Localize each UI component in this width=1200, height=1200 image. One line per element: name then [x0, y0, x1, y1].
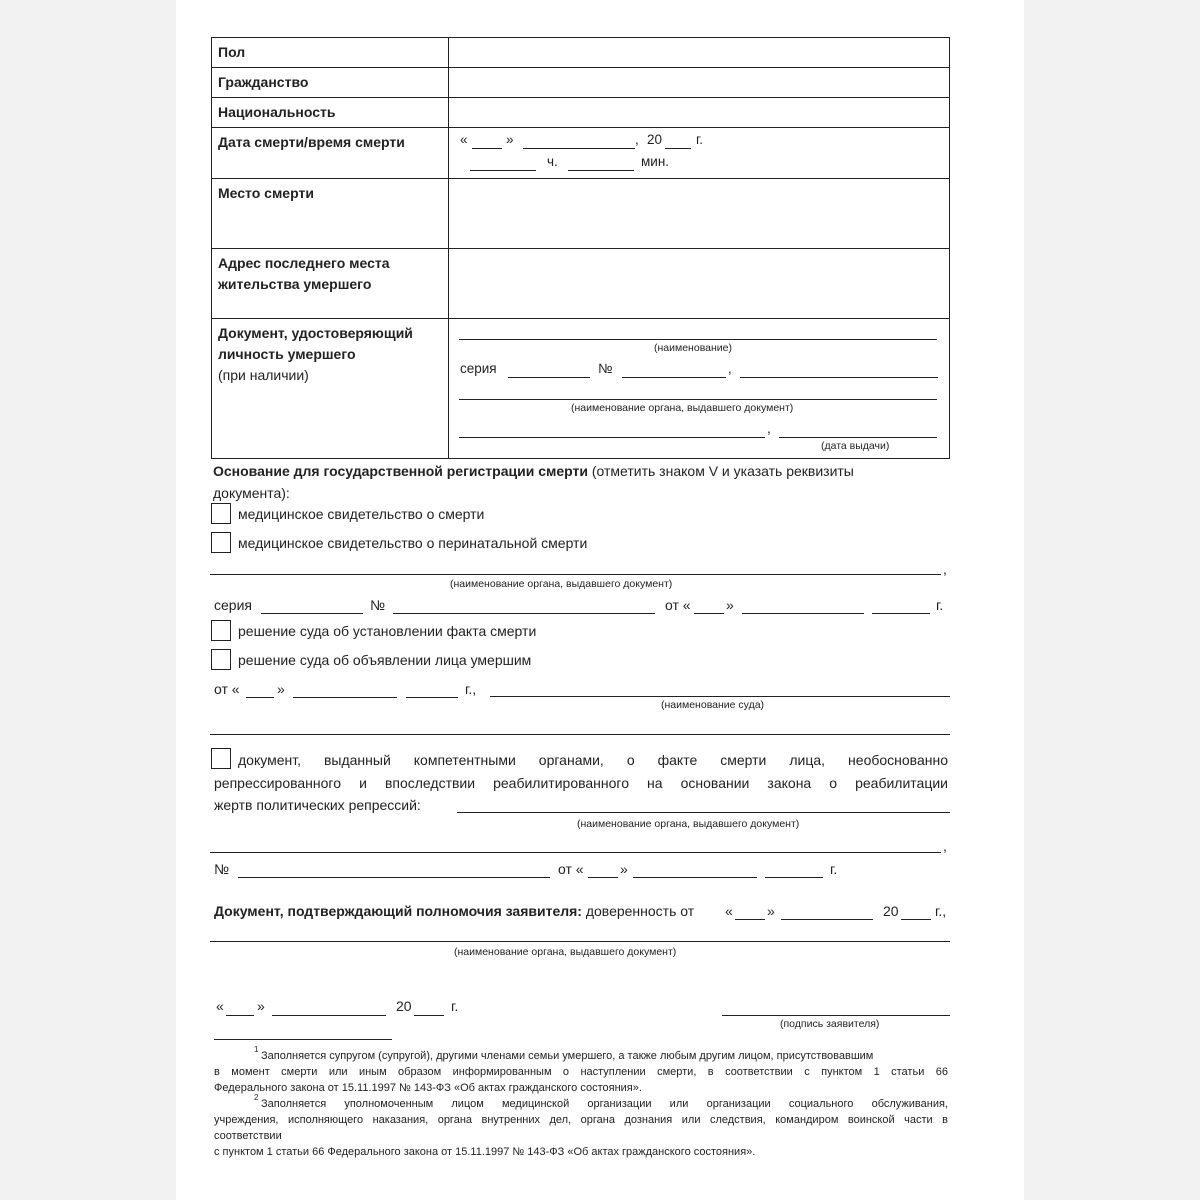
id-doc-issuer-line[interactable]	[459, 399, 937, 400]
checkbox-court-fact[interactable]	[211, 620, 231, 641]
repressed-comma: ,	[943, 838, 947, 854]
sign-year-suffix: г.	[451, 998, 459, 1014]
year-prefix: 20	[647, 132, 663, 147]
label-id-doc-l2: личность умершего	[218, 346, 356, 362]
id-doc-issuer-line2[interactable]	[459, 437, 765, 438]
authority-label-rest: доверенность от	[581, 903, 695, 919]
id-doc-issuer-caption: (наименование органа, выдавшего документ)	[571, 402, 794, 414]
minutes-label: мин.	[641, 154, 670, 169]
date-quote-open: «	[460, 132, 468, 147]
year-line[interactable]	[665, 148, 691, 149]
id-doc-issue-date-caption: (дата выдачи)	[821, 440, 890, 452]
authority-month-line[interactable]	[781, 919, 873, 920]
label-id-doc-l3: (при наличии)	[218, 367, 309, 383]
grounds-title-l2: документа):	[213, 485, 290, 501]
authority-quote-close: »	[767, 903, 775, 919]
id-doc-issue-date-line[interactable]	[779, 437, 937, 438]
field-sex[interactable]	[449, 38, 950, 68]
authority-day-line[interactable]	[735, 919, 765, 920]
year-suffix: г.	[696, 132, 704, 147]
label-id-document	[212, 319, 449, 459]
opt-repressed-l1: документ, выданный компетентными органами, о факте смерти лица, необоснованно	[238, 752, 948, 768]
id-doc-comma: ,	[728, 361, 732, 376]
id-doc-number-label: №	[598, 361, 613, 376]
field-last-address[interactable]	[449, 249, 950, 319]
field-death-place[interactable]	[449, 179, 950, 249]
court-day-line[interactable]	[246, 697, 274, 698]
label-citizenship: Гражданство	[212, 68, 449, 98]
authority-label-bold: Документ, подтверждающий полномочия заявителя:	[214, 903, 582, 919]
label-death-place: Место смерти	[212, 179, 449, 249]
footnote-2-l1: Заполняется уполномоченным лицом медицинской организации или организации социального обслуживания,	[261, 1098, 948, 1110]
label-last-address-l1: Адрес последнего места	[218, 255, 390, 271]
authority-label	[214, 903, 694, 919]
repressed-issuer-caption: (наименование органа, выдавшего документ)	[577, 818, 800, 830]
label-last-address	[212, 249, 449, 319]
footnote-1-l3: Федерального закона от 15.11.1997 № 143-ФЗ «Об актах гражданского состояния».	[214, 1082, 642, 1094]
footnote-2-l3: соответствии	[214, 1130, 282, 1142]
id-doc-comma2: ,	[767, 421, 771, 436]
opt-repressed-l2: репрессированного и впоследствии реабилитированного на основании закона о реабилитации	[214, 775, 948, 791]
repressed-issuer-line[interactable]	[457, 812, 950, 813]
checkbox-perinatal[interactable]	[211, 532, 231, 553]
med-date-quote-close: »	[726, 597, 734, 613]
id-doc-name-caption: (наименование)	[654, 342, 732, 354]
med-number-line[interactable]	[393, 613, 655, 614]
sign-year-prefix: 20	[396, 998, 412, 1014]
sign-year-line[interactable]	[414, 1015, 444, 1016]
authority-quote-open: «	[725, 903, 733, 919]
rep-day-line[interactable]	[588, 877, 618, 878]
footnote-2-mark: 2	[254, 1093, 259, 1102]
court-name-line2[interactable]	[210, 734, 950, 735]
opt-court-declared-label: решение суда об объявлении лица умершим	[238, 652, 532, 668]
opt-court-fact-label: решение суда об установлении факта смерти	[238, 623, 537, 639]
authority-year-prefix: 20	[883, 903, 899, 919]
med-series-line[interactable]	[261, 613, 363, 614]
day-line[interactable]	[472, 148, 502, 149]
sign-quote-open: «	[216, 998, 224, 1014]
med-issuer-caption: (наименование органа, выдавшего документ)	[450, 578, 673, 590]
date-comma: ,	[635, 132, 639, 147]
field-citizenship[interactable]	[449, 68, 950, 98]
id-doc-series-line[interactable]	[508, 377, 590, 378]
minutes-line[interactable]	[568, 170, 634, 171]
field-nationality[interactable]	[449, 98, 950, 128]
hours-label: ч.	[547, 154, 558, 169]
label-id-doc-l1: Документ, удостоверяющий	[218, 325, 413, 341]
court-name-caption: (наименование суда)	[661, 699, 765, 711]
court-date-quote-close: »	[277, 681, 285, 697]
grounds-title-l1	[213, 463, 854, 479]
med-series-label: серия	[214, 597, 252, 613]
field-id-document	[449, 319, 950, 459]
signature-line[interactable]	[722, 1015, 950, 1016]
rep-year-suffix: г.	[830, 861, 838, 877]
court-year-line[interactable]	[406, 697, 458, 698]
id-doc-number-line[interactable]	[622, 377, 726, 378]
checkbox-court-declared[interactable]	[211, 649, 231, 670]
footnote-2-l2: учреждения, исполняющего наказания, органа внутренних дел, органа дознания или следствия, командиром воинской части в	[214, 1114, 948, 1126]
sign-day-line[interactable]	[226, 1015, 254, 1016]
med-issuer-line[interactable]	[210, 574, 941, 575]
signature-caption: (подпись заявителя)	[780, 1018, 880, 1030]
rep-number-line[interactable]	[238, 877, 550, 878]
med-year-line[interactable]	[872, 613, 930, 614]
footnote-separator	[214, 1039, 392, 1040]
hours-line[interactable]	[470, 170, 536, 171]
rep-month-line[interactable]	[633, 877, 757, 878]
rep-year-line[interactable]	[765, 877, 823, 878]
id-doc-name-line[interactable]	[459, 339, 937, 340]
repressed-issuer-line2[interactable]	[210, 852, 941, 853]
date-quote-close: »	[506, 132, 514, 147]
med-number-label: №	[370, 597, 386, 613]
footnote-1-l2: в момент смерти или иным образом информированным о наступлении смерти, в соответствии с пунктом 1 статьи 66	[214, 1066, 948, 1078]
med-issuer-comma: ,	[943, 561, 947, 577]
label-death-date: Дата смерти/время смерти	[212, 128, 449, 179]
authority-year-suffix: г.,	[935, 903, 947, 919]
checkbox-med-cert[interactable]	[211, 503, 231, 524]
med-from-label: от «	[665, 597, 691, 613]
med-month-line[interactable]	[742, 613, 864, 614]
opt-med-cert-label: медицинское свидетельство о смерти	[238, 506, 485, 522]
document-page	[176, 0, 1024, 1200]
authority-year-line[interactable]	[901, 919, 931, 920]
med-day-line[interactable]	[694, 613, 724, 614]
deceased-info-table	[211, 37, 950, 459]
rep-date-quote-close: »	[620, 861, 628, 877]
court-year-suffix: г.,	[465, 681, 477, 697]
id-doc-extra-line[interactable]	[740, 377, 938, 378]
footnote-2-l4: с пунктом 1 статьи 66 Федерального закона от 15.11.1997 № 143-ФЗ «Об актах гражданского состояния».	[214, 1146, 756, 1158]
court-name-line[interactable]	[490, 696, 950, 697]
label-nationality: Национальность	[212, 98, 449, 128]
grounds-title-bold: Основание для государственной регистрации смерти	[213, 463, 588, 479]
opt-repressed-l3: жертв политических репрессий:	[214, 797, 421, 813]
label-last-address-l2: жительства умершего	[218, 276, 372, 292]
label-sex: Пол	[212, 38, 449, 68]
sign-month-line[interactable]	[272, 1015, 386, 1016]
authority-issuer-line[interactable]	[210, 941, 950, 942]
opt-perinatal-label: медицинское свидетельство о перинатальной смерти	[238, 535, 588, 551]
authority-issuer-caption: (наименование органа, выдавшего документ)	[454, 946, 677, 958]
rep-number-label: №	[214, 861, 230, 877]
field-death-date[interactable]	[449, 128, 950, 179]
footnote-1-mark: 1	[254, 1045, 259, 1054]
month-line[interactable]	[523, 148, 635, 149]
court-from-label: от «	[214, 681, 240, 697]
court-month-line[interactable]	[293, 697, 397, 698]
checkbox-repressed[interactable]	[211, 748, 231, 769]
med-year-suffix: г.	[936, 597, 944, 613]
id-doc-series-label: серия	[460, 361, 497, 376]
rep-from-label: от «	[558, 861, 584, 877]
grounds-title-rest: (отметить знаком V и указать реквизиты	[587, 463, 854, 479]
footnote-1-l1: Заполняется супругом (супругой), другими членами семьи умершего, а также любым другим лицом, присутствовавшим	[261, 1050, 874, 1062]
sign-quote-close: »	[257, 998, 265, 1014]
